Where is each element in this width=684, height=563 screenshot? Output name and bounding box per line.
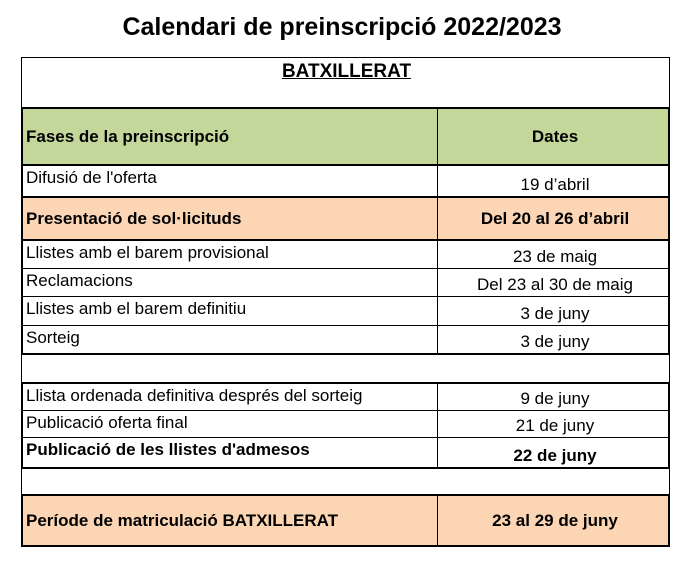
date-cell: 19 d’abril — [520, 175, 590, 194]
header-phase: Fases de la preinscripció — [23, 109, 438, 164]
table-row — [21, 241, 670, 269]
phase-cell: Presentació de sol·licituds — [23, 198, 438, 239]
table-row — [21, 382, 670, 411]
table-row — [21, 297, 670, 326]
phase-cell: Difusió de l'oferta — [23, 166, 438, 196]
header-dates: Dates — [531, 126, 579, 146]
table-row — [21, 438, 670, 469]
date-cell: 23 de maig — [512, 247, 598, 266]
table-row — [21, 196, 670, 241]
date-cell: Del 23 al 30 de maig — [477, 275, 633, 294]
table-row — [21, 164, 670, 196]
phase-cell: Reclamacions — [23, 269, 438, 296]
date-cell: 9 de juny — [520, 389, 590, 408]
date-cell: Del 20 al 26 d’abril — [480, 208, 630, 228]
phase-cell: Llistes amb el barem provisional — [23, 241, 438, 268]
date-cell: 21 de juny — [515, 416, 595, 435]
date-cell: 3 de juny — [520, 304, 590, 323]
section-title-row — [21, 57, 670, 107]
table-row — [21, 269, 670, 297]
section-title: BATXILLERAT — [281, 61, 412, 82]
spacer-row — [21, 469, 670, 494]
phase-cell: Publicació de les llistes d'admesos — [23, 438, 438, 467]
date-cell: 22 de juny — [513, 446, 597, 465]
table-header-row — [21, 107, 670, 164]
table-row — [21, 411, 670, 438]
date-cell: 23 al 29 de juny — [492, 510, 618, 530]
phase-cell: Sorteig — [23, 326, 438, 353]
phase-cell: Publicació oferta final — [23, 411, 438, 437]
phase-cell: Llistes amb el barem definitiu — [23, 297, 438, 325]
phase-cell: Període de matriculació BATXILLERAT — [23, 496, 438, 545]
spacer-row — [21, 355, 670, 382]
table-row — [21, 494, 670, 547]
table-row — [21, 326, 670, 355]
page-title: Calendari de preinscripció 2022/2023 — [122, 13, 562, 41]
phase-cell: Llista ordenada definitiva després del sorteig — [23, 384, 438, 410]
date-cell: 3 de juny — [520, 332, 590, 351]
